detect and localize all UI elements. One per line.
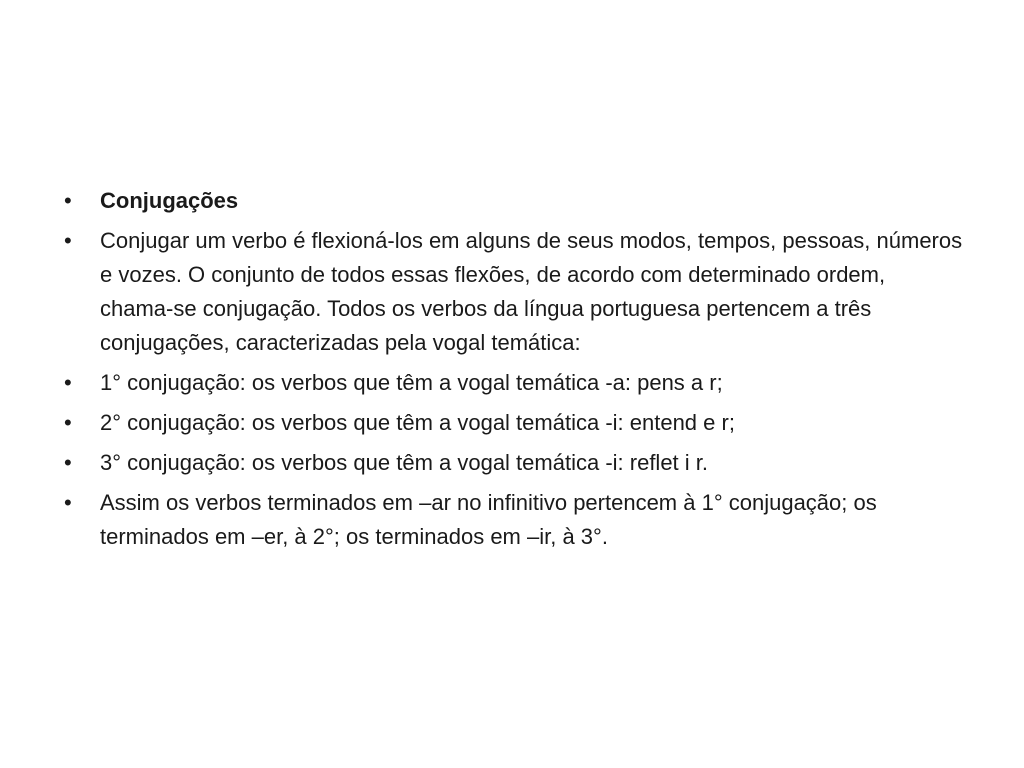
bullet-icon: • (64, 228, 72, 253)
bullet-icon: • (64, 188, 72, 213)
bullet-text-second-conjugation: 2° conjugação: os verbos que têm a vogal temática -i: entend e r; (100, 410, 735, 435)
bullet-text-definition: Conjugar um verbo é flexioná-los em alguns de seus modos, tempos, pessoas, números e vozes. O conjunto de todos essas flexões, de acordo com determinado ordem, chama-se conjugação. Todos os verbos da língua portuguesa pertencem a três conjugações, caracterizadas pela vogal temática: (100, 228, 963, 355)
bullet-icon: • (64, 450, 72, 475)
bullet-text-title: Conjugações (100, 188, 239, 213)
bullet-text-first-conjugation: 1° conjugação: os verbos que têm a vogal temática -a: pens a r; (100, 370, 723, 395)
bullet-text-summary: Assim os verbos terminados em –ar no infinitivo pertencem à 1° conjugação; os terminados em –er, à 2°; os terminados em –ir, à 3°. (100, 490, 877, 549)
bullet-item-title (64, 184, 964, 218)
bullet-item-definition (64, 224, 964, 360)
bullet-icon: • (64, 490, 72, 515)
bullet-item-first-conjugation (64, 366, 964, 400)
bullet-item-summary (64, 486, 964, 554)
bullet-icon: • (64, 370, 72, 395)
bullet-list (64, 184, 964, 560)
bullet-item-second-conjugation (64, 406, 964, 440)
bullet-text-third-conjugation: 3° conjugação: os verbos que têm a vogal temática -i: reflet i r. (100, 450, 708, 475)
bullet-icon: • (64, 410, 72, 435)
bullet-item-third-conjugation (64, 446, 964, 480)
